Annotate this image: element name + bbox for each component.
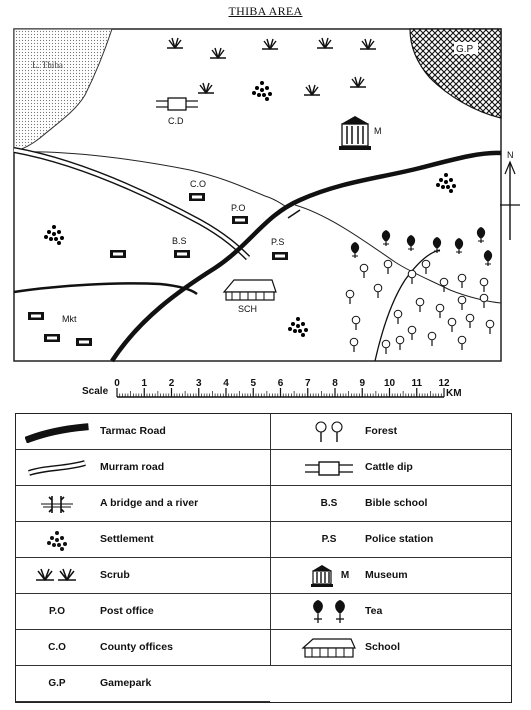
legend-label: A bridge and a river	[100, 497, 199, 509]
legend-row	[16, 522, 270, 558]
legend-row	[270, 486, 511, 522]
legend-row	[16, 414, 270, 450]
scale-tick-label: 7	[304, 378, 311, 389]
legend-row	[16, 666, 270, 702]
cattle-dip-label: C.D	[168, 116, 184, 126]
building-icon	[110, 250, 126, 258]
legend-row	[270, 522, 511, 558]
post-office-label: P.O	[231, 203, 246, 213]
legend-label: Scrub	[100, 569, 130, 581]
scale-tick-label: 8	[332, 378, 338, 389]
market-building-icon	[44, 334, 60, 342]
lake-label: L. Thiba	[32, 60, 63, 70]
museum-icon: M	[291, 558, 367, 593]
scale-tick-label: 12	[438, 378, 450, 389]
tea-icon	[455, 238, 463, 254]
legend-label: Murram road	[100, 461, 165, 473]
legend-label: Cattle dip	[365, 461, 413, 473]
bible-school-icon	[174, 250, 190, 258]
legend-abbreviation: P.S	[321, 534, 337, 545]
legend-label: Police station	[365, 533, 434, 545]
legend-label: School	[365, 641, 401, 653]
legend-label: Post office	[100, 605, 154, 617]
bible-school-label: B.S	[172, 236, 187, 246]
legend-row	[16, 450, 270, 486]
gamepark-label: G.P	[456, 44, 474, 55]
scale-unit: KM	[446, 388, 462, 399]
legend-label: Tarmac Road	[100, 425, 166, 437]
legend-abbreviation: C.O	[48, 642, 66, 653]
legend-label: Forest	[365, 425, 398, 437]
market-label: Mkt	[62, 314, 77, 324]
tea-icon	[291, 594, 367, 629]
bridge-river-icon	[22, 486, 92, 521]
scale-tick-label: 5	[250, 378, 257, 389]
legend-label: Tea	[365, 605, 383, 617]
legend-row	[270, 558, 511, 594]
legend-label: Settlement	[100, 533, 154, 545]
county-offices-label: C.O	[190, 179, 207, 189]
cattle-dip-icon	[291, 450, 367, 485]
tea-icon	[407, 235, 415, 251]
legend-row	[270, 594, 511, 630]
legend-label: Gamepark	[100, 677, 152, 689]
scale-tick-label: 10	[383, 378, 396, 389]
police-station-icon	[272, 252, 288, 260]
scale-tick-label: 4	[223, 378, 229, 389]
legend-abbreviation: G.P	[48, 678, 66, 689]
legend-row	[16, 558, 270, 594]
murram-road-icon	[22, 450, 92, 485]
county-offices-icon	[189, 193, 205, 201]
legend-row	[16, 630, 270, 666]
legend-row	[270, 630, 511, 666]
scale-tick-label: 1	[141, 378, 148, 389]
forest-icon	[291, 414, 367, 449]
school-icon	[291, 630, 367, 665]
scale-label: Scale	[82, 386, 109, 397]
legend-row	[270, 450, 511, 486]
tea-icon	[433, 237, 441, 253]
tarmac-road-icon	[22, 414, 92, 449]
police-station-label: P.S	[271, 237, 285, 247]
legend-abbreviation: P.O	[49, 606, 65, 617]
map-legend	[15, 413, 512, 703]
scale-tick-label: 11	[411, 378, 423, 389]
school-label: SCH	[238, 304, 258, 314]
scale-tick-label: 6	[277, 378, 284, 389]
tea-icon	[351, 242, 359, 258]
legend-label: Museum	[365, 569, 408, 581]
legend-row	[16, 594, 270, 630]
tea-icon	[484, 250, 492, 266]
scale-bar	[114, 378, 450, 397]
museum-label: M	[374, 126, 382, 136]
scale-tick-label: 3	[195, 378, 202, 389]
legend-abbreviation: B.S	[320, 498, 338, 509]
market-building-icon	[28, 312, 44, 320]
scale-tick-label: 0	[114, 378, 120, 389]
tea-icon	[477, 227, 485, 243]
tea-icon	[382, 230, 390, 246]
scrub-icon	[22, 558, 92, 593]
legend-label: County offices	[100, 641, 173, 653]
post-office-icon	[232, 216, 248, 224]
north-label: N	[507, 150, 514, 160]
market-building-icon	[76, 338, 92, 346]
school-icon	[224, 280, 276, 300]
legend-label: Bible school	[365, 497, 428, 509]
settlement-icon	[22, 522, 92, 557]
legend-row	[16, 486, 270, 522]
legend-row	[270, 414, 511, 450]
scale-tick-label: 2	[168, 378, 175, 389]
scale-tick-label: 9	[359, 378, 366, 389]
map-title: THIBA AREA	[228, 4, 303, 18]
